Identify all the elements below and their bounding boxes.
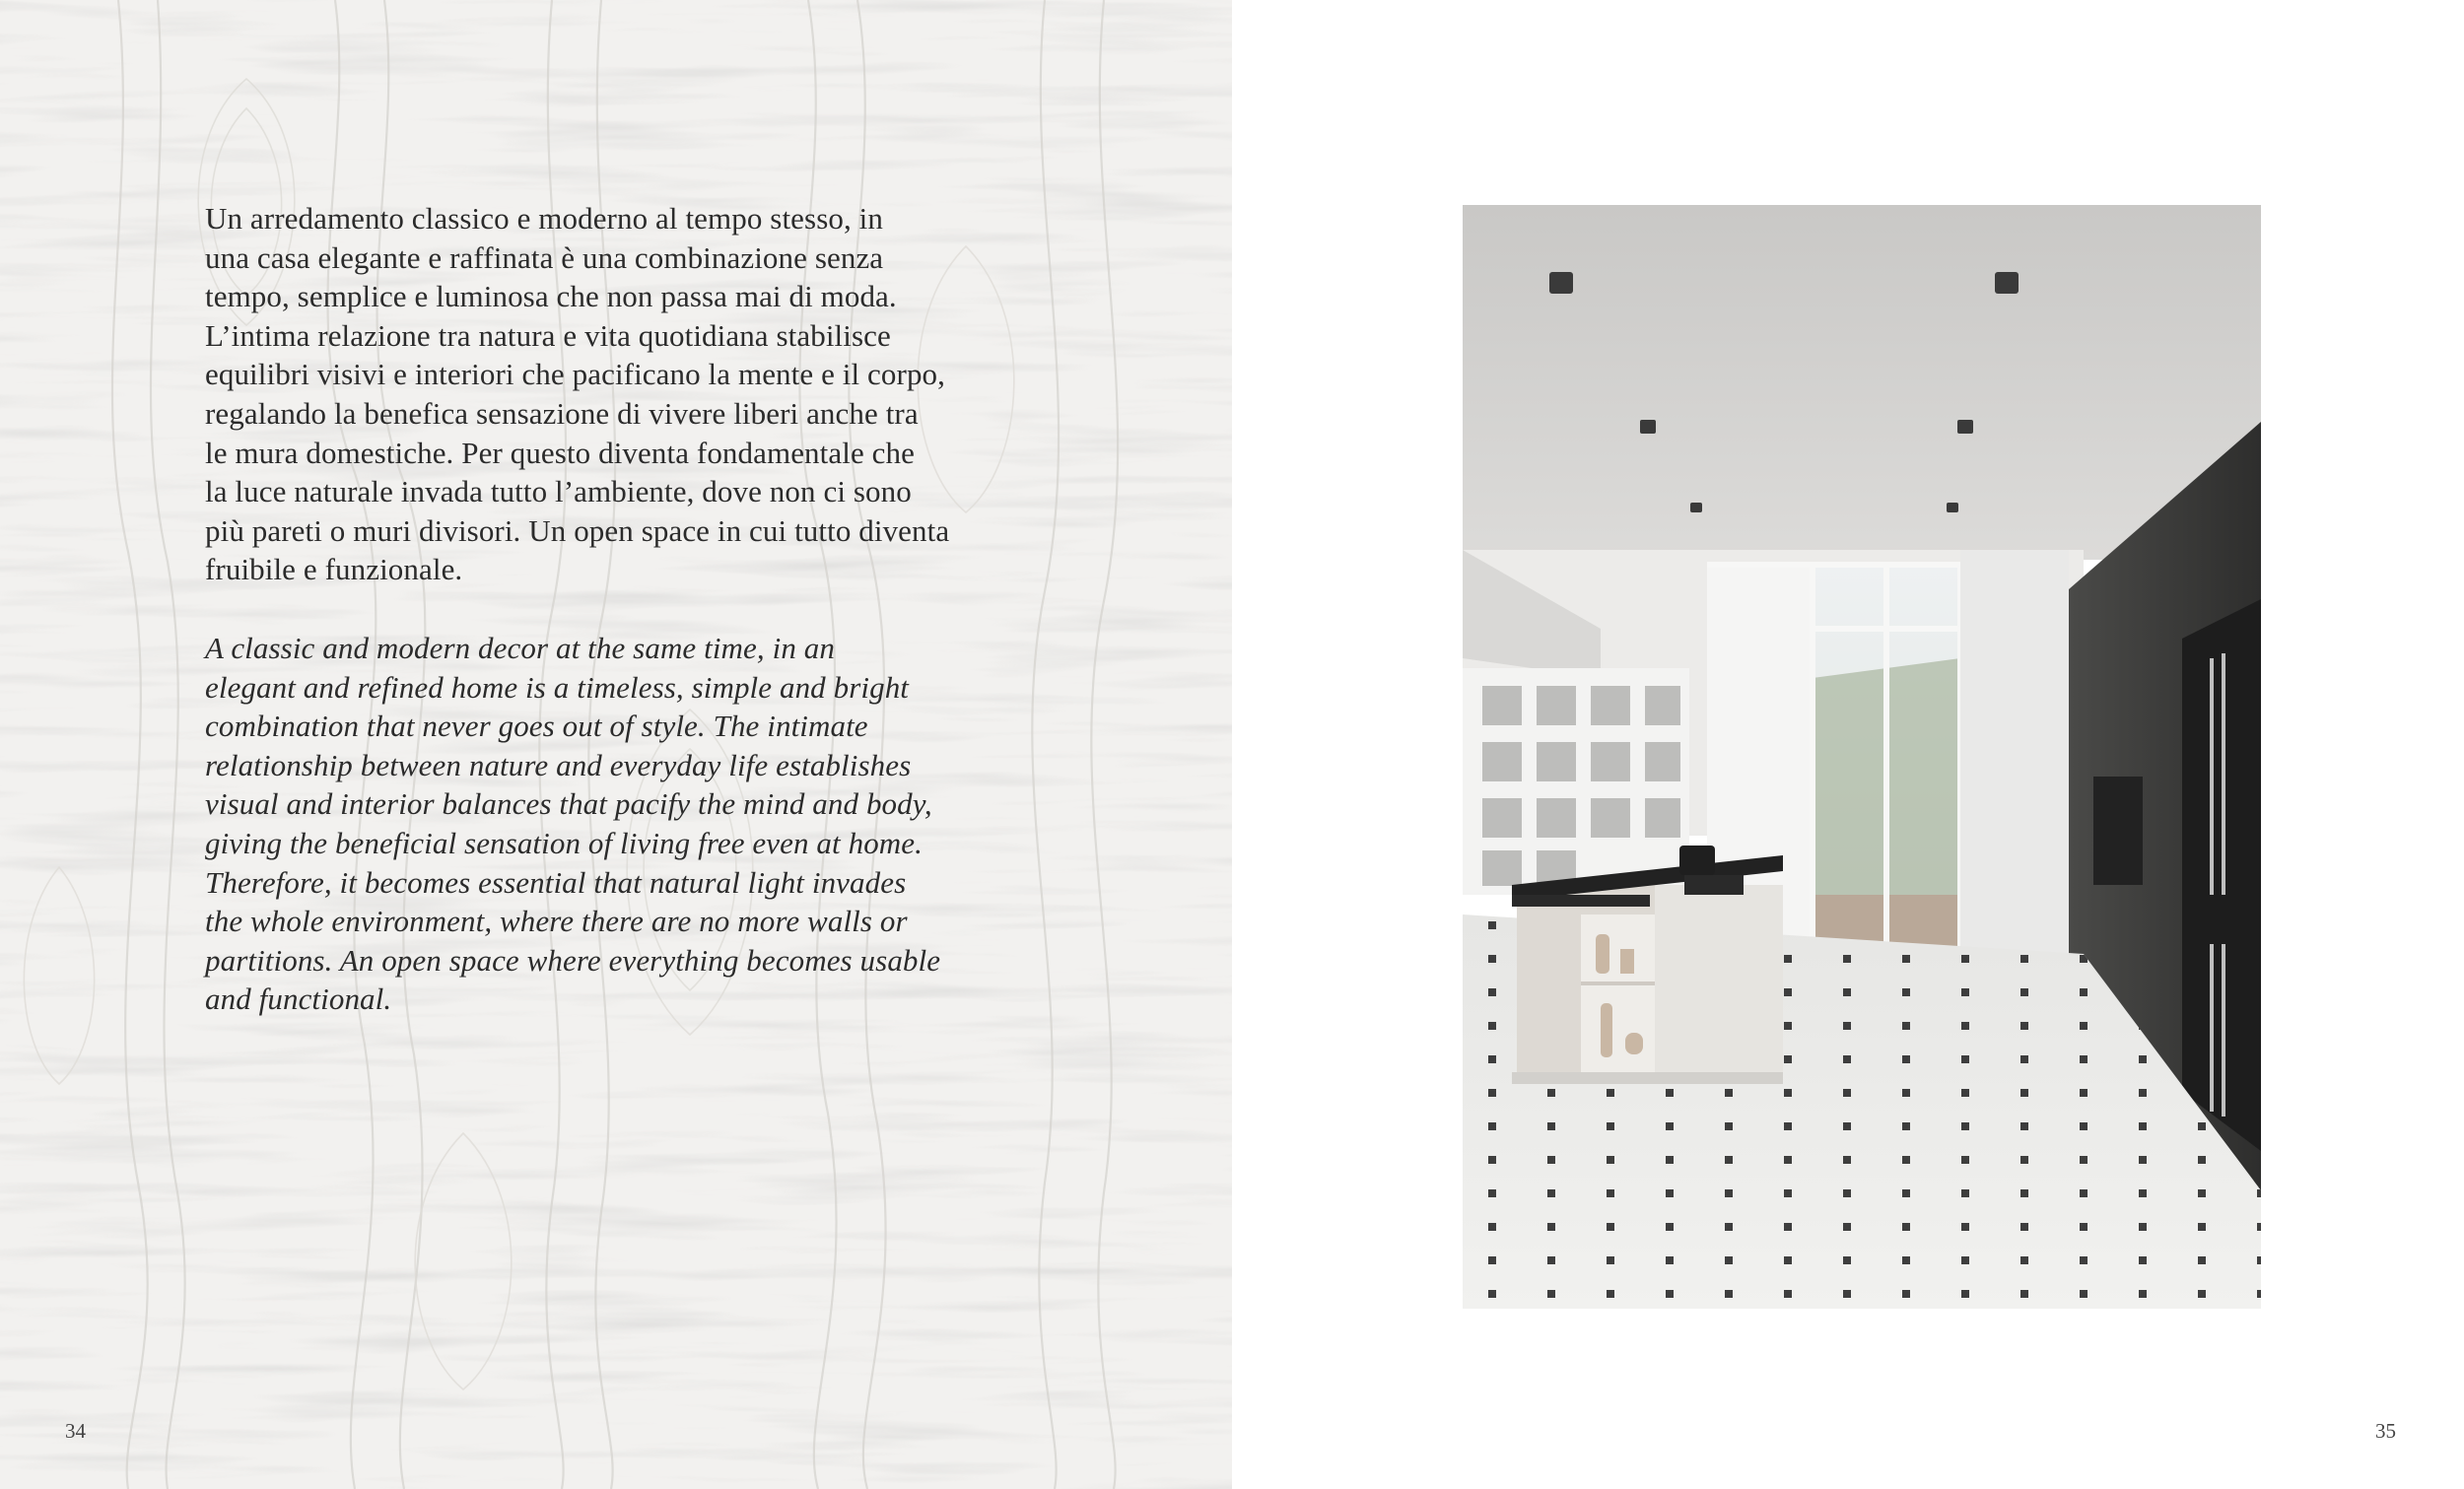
page-number-left: 34 [65,1419,86,1443]
kitchen-interior-image [1463,205,2261,1309]
kitchen-photo [1463,205,2261,1309]
page-number-right: 35 [2375,1419,2396,1443]
body-text [205,199,1013,1019]
paragraph-english: A classic and modern decor at the same time, in an elegant and refined home is a timeless, simple and bright combination that never goes out of style. The intimate relationship between nature and everyday life establishes visual and interior balances that pacify the mind and body, giving the beneficial sensation of living free even at home. Therefore, it becomes essential that natural light invades the whole environment, where there are no more walls or partitions. An open space where everything becomes usable and functional. [205,630,941,1017]
paragraph-italian: Un arredamento classico e moderno al tempo stesso, in una casa elegante e raffinata è una combinazione senza tempo, semplice e luminosa che non passa mai di moda. L’intima relazione tra natura e vita quotidiana stabilisce equilibri visivi e interiori che pacificano la mente e il corpo, regalando la benefica sensazione di vivere liberi anche tra le mura domestiche. Per questo diventa fondamentale che la luce naturale invada tutto l’ambiente, dove non ci sono più pareti o muri divisori. Un open space in cui tutto diventa fruibile e funzionale. [205,201,950,587]
right-page [1232,0,2464,1489]
